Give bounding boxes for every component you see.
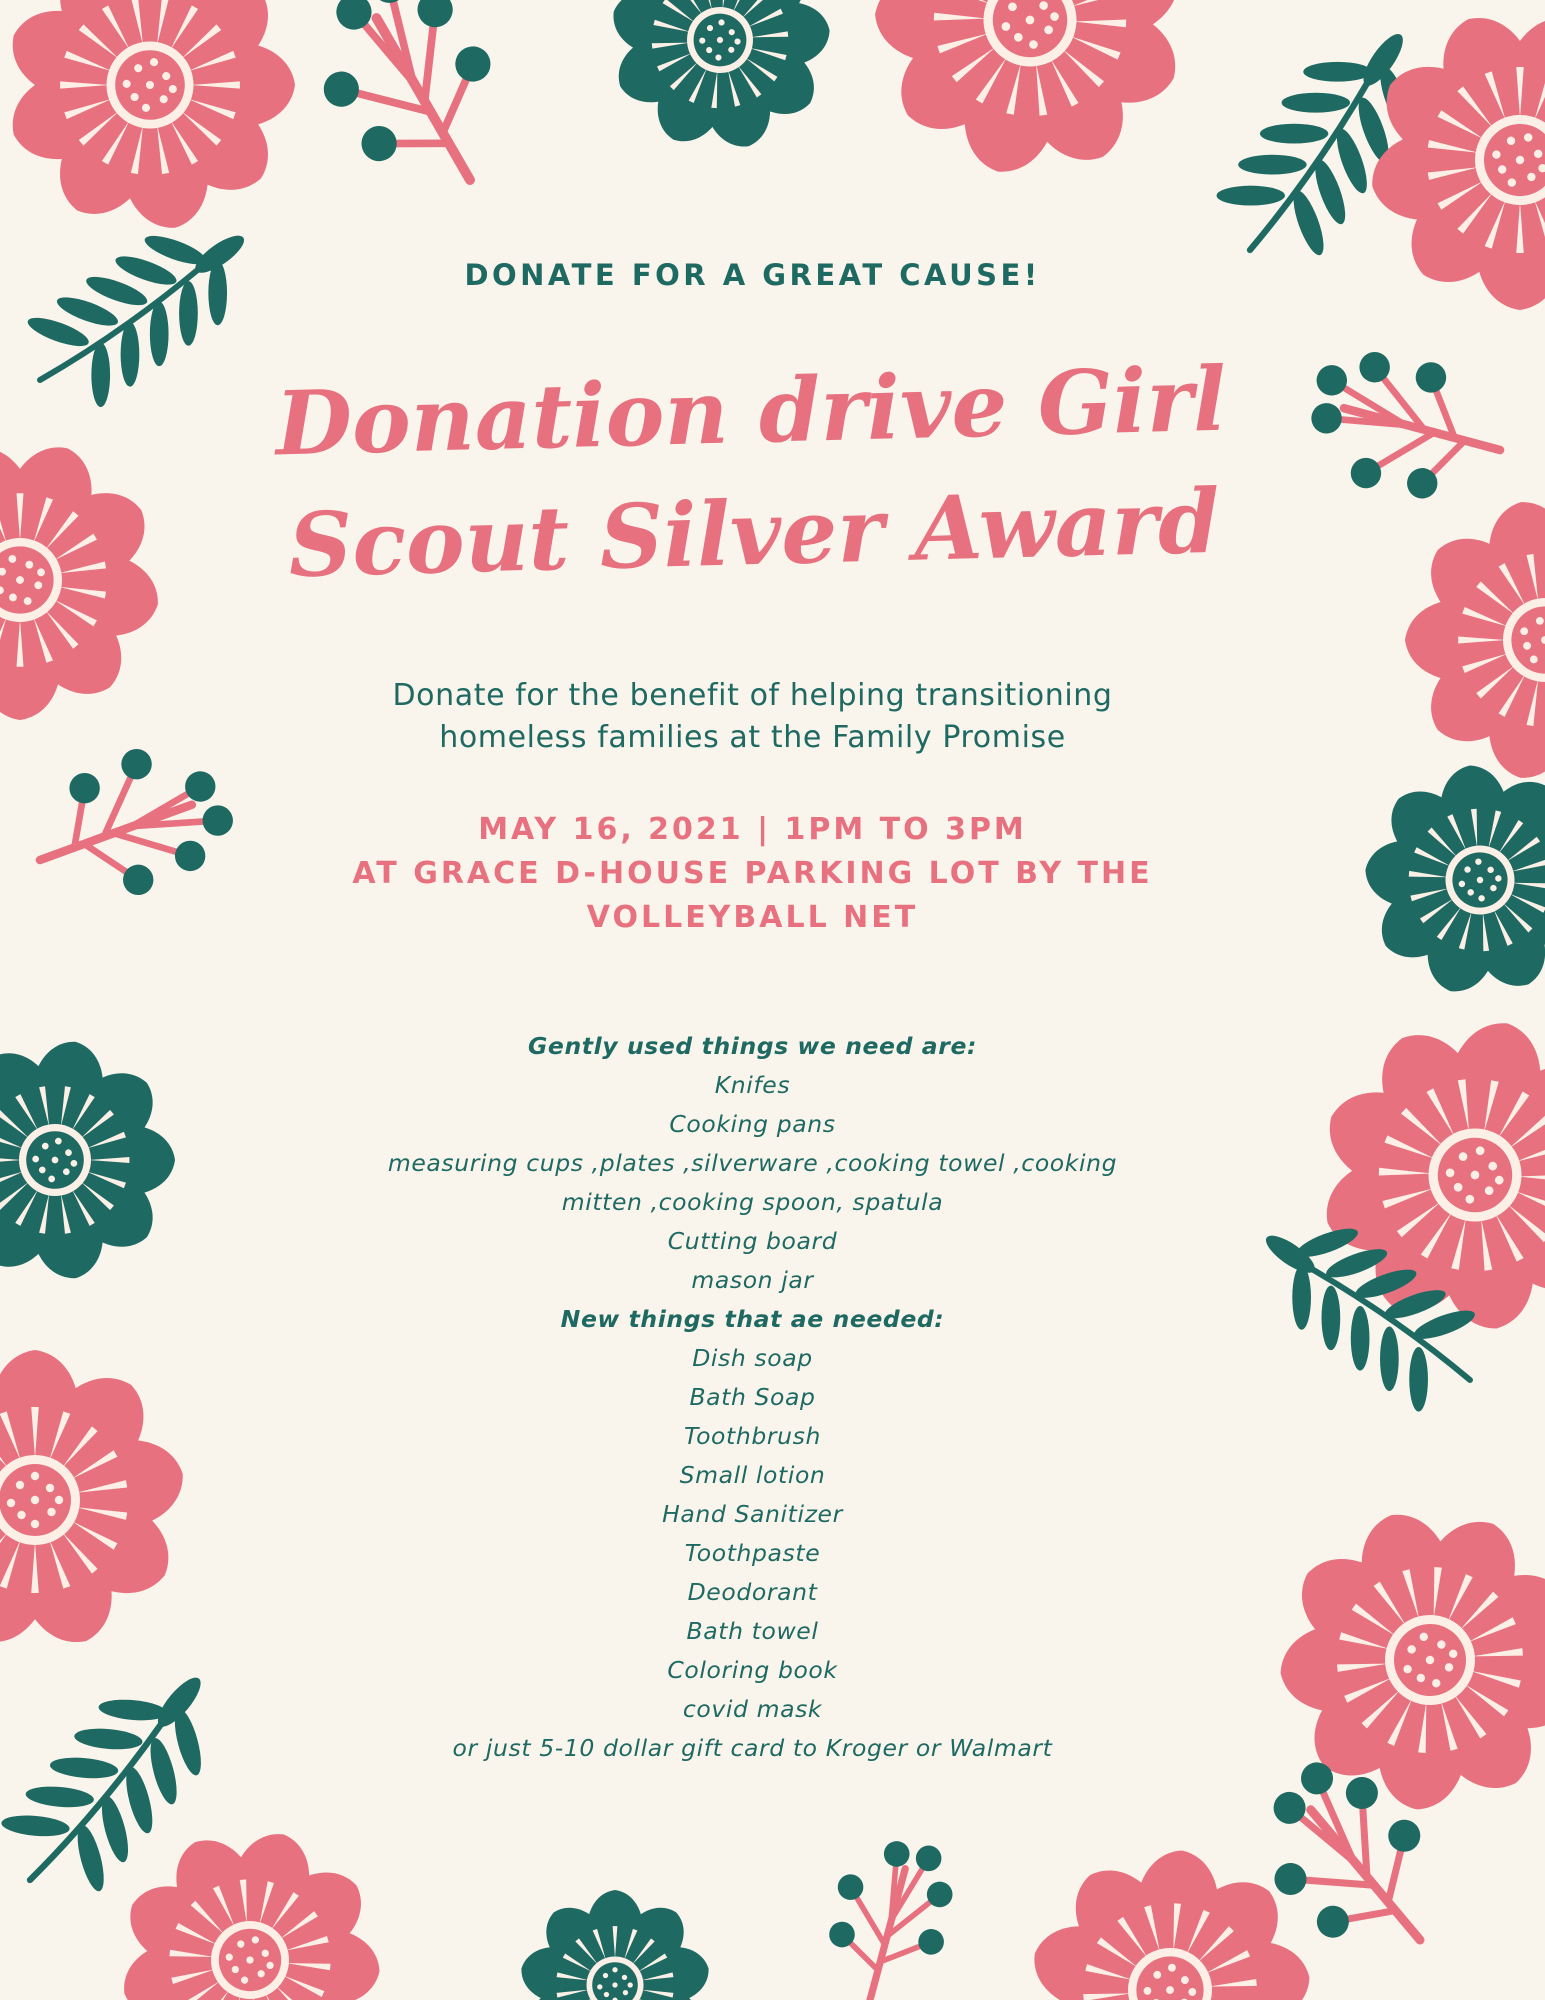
event-date-time: MAY 16, 2021 | 1PM TO 3PM [478,812,1027,847]
new-items-heading: New things that ae needed: [560,1305,945,1333]
list-item: covid mask [682,1695,823,1723]
list-item: mason jar [691,1266,814,1294]
list-item: Hand Sanitizer [662,1500,843,1528]
list-item: Toothpaste [684,1539,821,1567]
event-location-line-1: AT GRACE D-HOUSE PARKING LOT BY THE [352,856,1153,891]
list-item: Cooking pans [669,1110,836,1138]
list-item: or just 5-10 dollar gift card to Kroger or Walmart [452,1734,1053,1762]
list-item: Cutting board [667,1227,838,1255]
list-item: Knifes [714,1071,791,1099]
donation-list [320,1027,1185,1768]
list-item: mitten ,cooking spoon, spatula [561,1188,944,1216]
list-item: Bath Soap [689,1383,816,1411]
event-location-line-2: VOLLEYBALL NET [586,900,919,935]
event-title [247,337,1258,607]
list-item: Bath towel [686,1617,819,1645]
list-item: Dish soap [692,1344,813,1372]
tagline: DONATE FOR A GREAT CAUSE! [464,258,1041,292]
used-items-heading: Gently used things we need are: [528,1032,977,1060]
event-details [300,808,1205,940]
event-title-line-2: Scout Silver Award [287,468,1221,598]
list-item: Small lotion [679,1461,826,1489]
event-title-line-1: Donation drive Girl [274,346,1228,476]
description-line-1: Donate for the benefit of helping transitioning [392,678,1113,713]
list-item: Coloring book [667,1656,838,1684]
list-item: measuring cups ,plates ,silverware ,cooking towel ,cooking [387,1149,1118,1177]
event-description [300,675,1205,759]
list-item: Toothbrush [684,1422,821,1450]
description-line-2: homeless families at the Family Promise [439,720,1066,755]
list-item: Deodorant [687,1578,818,1606]
